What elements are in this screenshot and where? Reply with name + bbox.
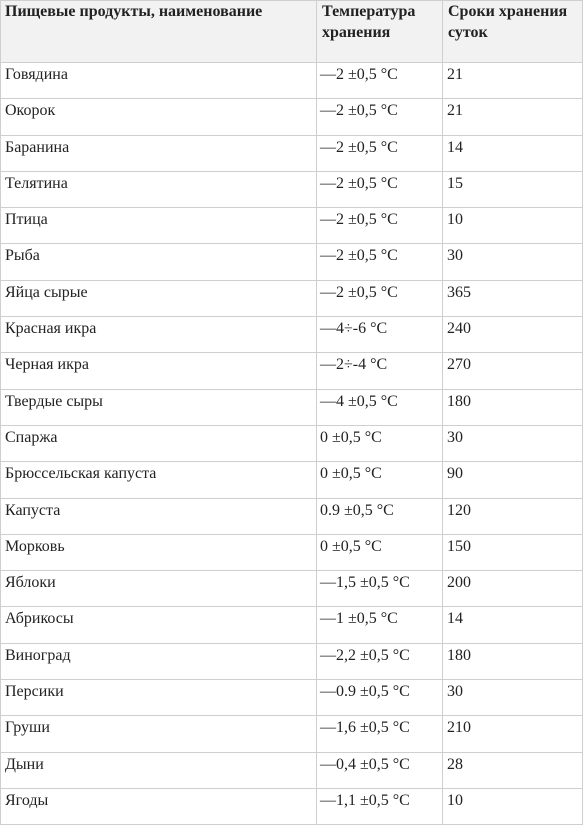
days-cell: 30 <box>443 244 583 280</box>
days-cell: 28 <box>443 752 583 788</box>
days-cell: 30 <box>443 425 583 461</box>
temperature-cell: 0.9 ±0,5 °С <box>317 498 443 534</box>
temperature-cell: 0 ±0,5 °С <box>317 534 443 570</box>
days-cell: 240 <box>443 317 583 353</box>
product-cell: Рыба <box>1 244 317 280</box>
temperature-cell: —0.9 ±0,5 °С <box>317 680 443 716</box>
product-cell: Черная икра <box>1 353 317 389</box>
table-row <box>1 280 583 316</box>
table-row <box>1 208 583 244</box>
temperature-cell: —2 ±0,5 °С <box>317 135 443 171</box>
days-cell: 180 <box>443 643 583 679</box>
temperature-cell: —2÷-4 °С <box>317 353 443 389</box>
table-row <box>1 425 583 461</box>
days-cell: 120 <box>443 498 583 534</box>
days-cell: 30 <box>443 680 583 716</box>
temperature-cell: —4÷-6 °С <box>317 317 443 353</box>
table-row <box>1 498 583 534</box>
table-row <box>1 643 583 679</box>
table-row <box>1 135 583 171</box>
product-cell: Баранина <box>1 135 317 171</box>
product-cell: Груши <box>1 716 317 752</box>
temperature-cell: —0,4 ±0,5 °С <box>317 752 443 788</box>
days-cell: 14 <box>443 135 583 171</box>
temperature-cell: —4 ±0,5 °С <box>317 389 443 425</box>
table-row <box>1 462 583 498</box>
product-cell: Спаржа <box>1 425 317 461</box>
days-cell: 14 <box>443 607 583 643</box>
product-cell: Твердые сыры <box>1 389 317 425</box>
temperature-cell: —1,5 ±0,5 °С <box>317 571 443 607</box>
product-cell: Птица <box>1 208 317 244</box>
table-body <box>1 63 583 825</box>
days-cell: 15 <box>443 171 583 207</box>
days-cell: 365 <box>443 280 583 316</box>
table-row <box>1 534 583 570</box>
days-cell: 180 <box>443 389 583 425</box>
header-product: Пищевые продукты, наименование <box>1 1 317 63</box>
days-cell: 150 <box>443 534 583 570</box>
days-cell: 210 <box>443 716 583 752</box>
temperature-cell: 0 ±0,5 °С <box>317 425 443 461</box>
temperature-cell: 0 ±0,5 °С <box>317 462 443 498</box>
days-cell: 200 <box>443 571 583 607</box>
days-cell: 10 <box>443 788 583 824</box>
days-cell: 21 <box>443 99 583 135</box>
product-cell: Брюссельская капуста <box>1 462 317 498</box>
table-row <box>1 353 583 389</box>
product-cell: Окорок <box>1 99 317 135</box>
days-cell: 270 <box>443 353 583 389</box>
product-cell: Яйца сырые <box>1 280 317 316</box>
temperature-cell: —2 ±0,5 °С <box>317 280 443 316</box>
temperature-cell: —2 ±0,5 °С <box>317 171 443 207</box>
temperature-cell: —2 ±0,5 °С <box>317 99 443 135</box>
table-row <box>1 680 583 716</box>
table-row <box>1 607 583 643</box>
temperature-cell: —1,1 ±0,5 °С <box>317 788 443 824</box>
product-cell: Ягоды <box>1 788 317 824</box>
table-row <box>1 63 583 99</box>
days-cell: 90 <box>443 462 583 498</box>
table-row <box>1 788 583 824</box>
table-row <box>1 171 583 207</box>
header-row <box>1 1 583 63</box>
temperature-cell: —2 ±0,5 °С <box>317 208 443 244</box>
table-row <box>1 317 583 353</box>
table-row <box>1 716 583 752</box>
table-row <box>1 571 583 607</box>
table-row <box>1 752 583 788</box>
product-cell: Яблоки <box>1 571 317 607</box>
product-cell: Персики <box>1 680 317 716</box>
temperature-cell: —2,2 ±0,5 °С <box>317 643 443 679</box>
product-cell: Дыни <box>1 752 317 788</box>
temperature-cell: —1 ±0,5 °С <box>317 607 443 643</box>
days-cell: 21 <box>443 63 583 99</box>
product-cell: Морковь <box>1 534 317 570</box>
table-row <box>1 244 583 280</box>
product-cell: Абрикосы <box>1 607 317 643</box>
temperature-cell: —1,6 ±0,5 °С <box>317 716 443 752</box>
product-cell: Красная икра <box>1 317 317 353</box>
product-cell: Виноград <box>1 643 317 679</box>
header-days: Сроки хранения суток <box>443 1 583 63</box>
table-row <box>1 389 583 425</box>
temperature-cell: —2 ±0,5 °С <box>317 63 443 99</box>
temperature-cell: —2 ±0,5 °С <box>317 244 443 280</box>
table-header <box>1 1 583 63</box>
product-cell: Телятина <box>1 171 317 207</box>
header-temperature: Температура хранения <box>317 1 443 63</box>
days-cell: 10 <box>443 208 583 244</box>
table-row <box>1 99 583 135</box>
product-cell: Капуста <box>1 498 317 534</box>
product-cell: Говядина <box>1 63 317 99</box>
